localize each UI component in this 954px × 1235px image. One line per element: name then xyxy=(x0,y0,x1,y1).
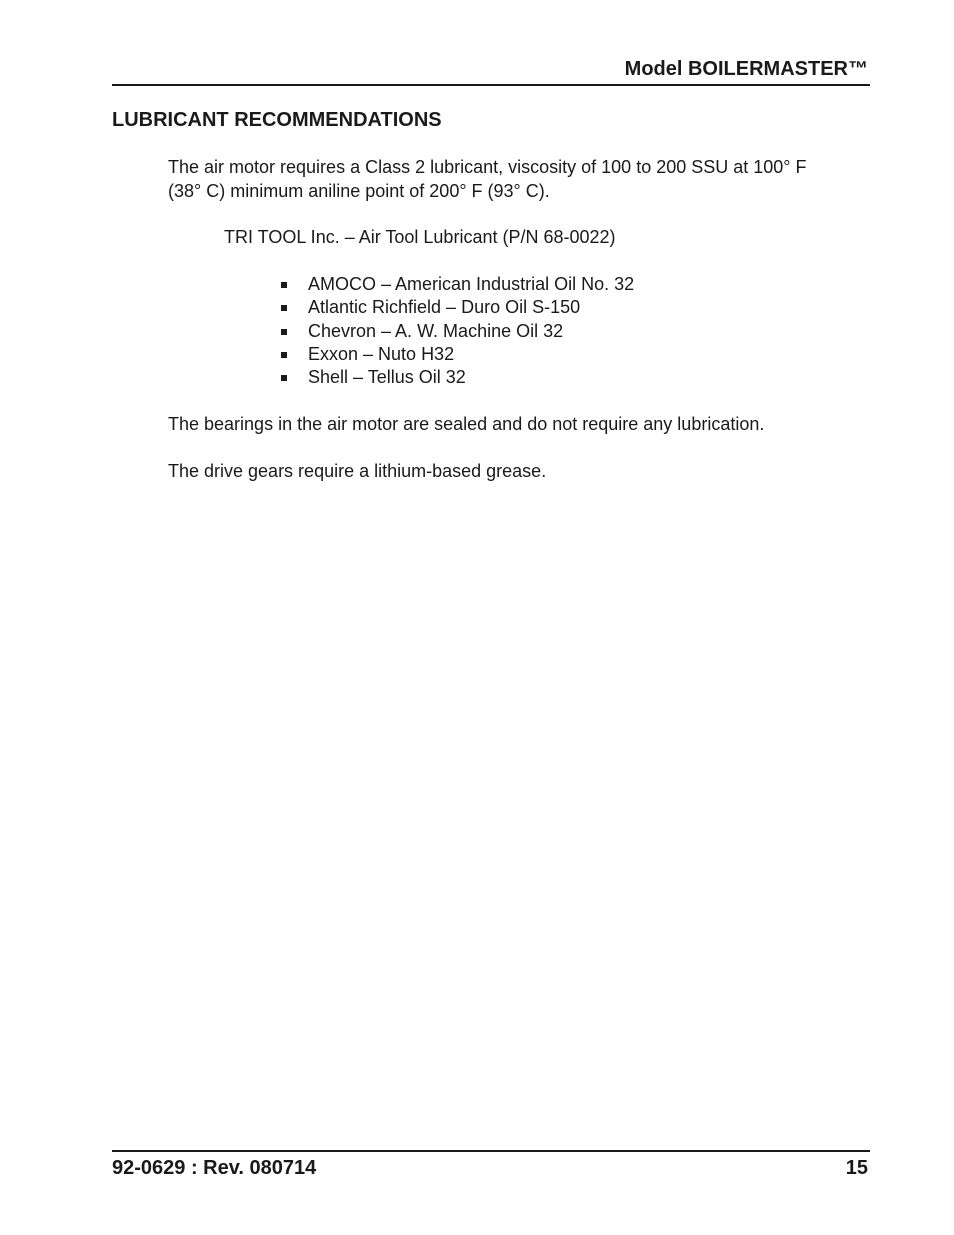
square-bullet-icon xyxy=(281,282,287,288)
list-item-text: AMOCO – American Industrial Oil No. 32 xyxy=(308,274,635,294)
header-divider xyxy=(112,84,870,86)
square-bullet-icon xyxy=(281,375,287,381)
intro-line-2: (38° C) minimum aniline point of 200° F (93° C). xyxy=(168,180,550,201)
list-item-text: Exxon – Nuto H32 xyxy=(308,343,455,364)
list-item xyxy=(280,343,634,366)
square-bullet-icon xyxy=(281,305,287,311)
alternative-lubricants-list xyxy=(280,273,634,389)
lubricant-requirement-paragraph xyxy=(168,156,807,203)
list-item xyxy=(280,273,634,296)
document-revision: 92-0629 : Rev. 080714 xyxy=(112,1157,317,1179)
model-title: Model BOILERMASTER™ xyxy=(624,58,868,80)
recommended-lubricant: TRI TOOL Inc. – Air Tool Lubricant (P/N 68-0022) xyxy=(224,227,616,247)
list-item-text: Atlantic Richfield – Duro Oil S-150 xyxy=(308,297,581,318)
list-item xyxy=(280,296,634,319)
page-number: 15 xyxy=(845,1157,868,1179)
bearings-note: The bearings in the air motor are sealed and do not require any lubrication. xyxy=(168,414,765,434)
list-item-text: Shell – Tellus Oil 32 xyxy=(308,367,466,388)
footer-divider xyxy=(112,1150,870,1152)
square-bullet-icon xyxy=(281,352,287,358)
list-item xyxy=(280,320,634,343)
square-bullet-icon xyxy=(281,329,287,335)
list-item-text: Chevron – A. W. Machine Oil 32 xyxy=(308,320,564,341)
gears-note: The drive gears require a lithium-based grease. xyxy=(168,461,547,481)
section-heading: LUBRICANT RECOMMENDATIONS xyxy=(112,109,442,131)
list-item xyxy=(280,366,634,389)
intro-line-1: The air motor requires a Class 2 lubricant, viscosity of 100 to 200 SSU at 100° F xyxy=(168,157,807,177)
